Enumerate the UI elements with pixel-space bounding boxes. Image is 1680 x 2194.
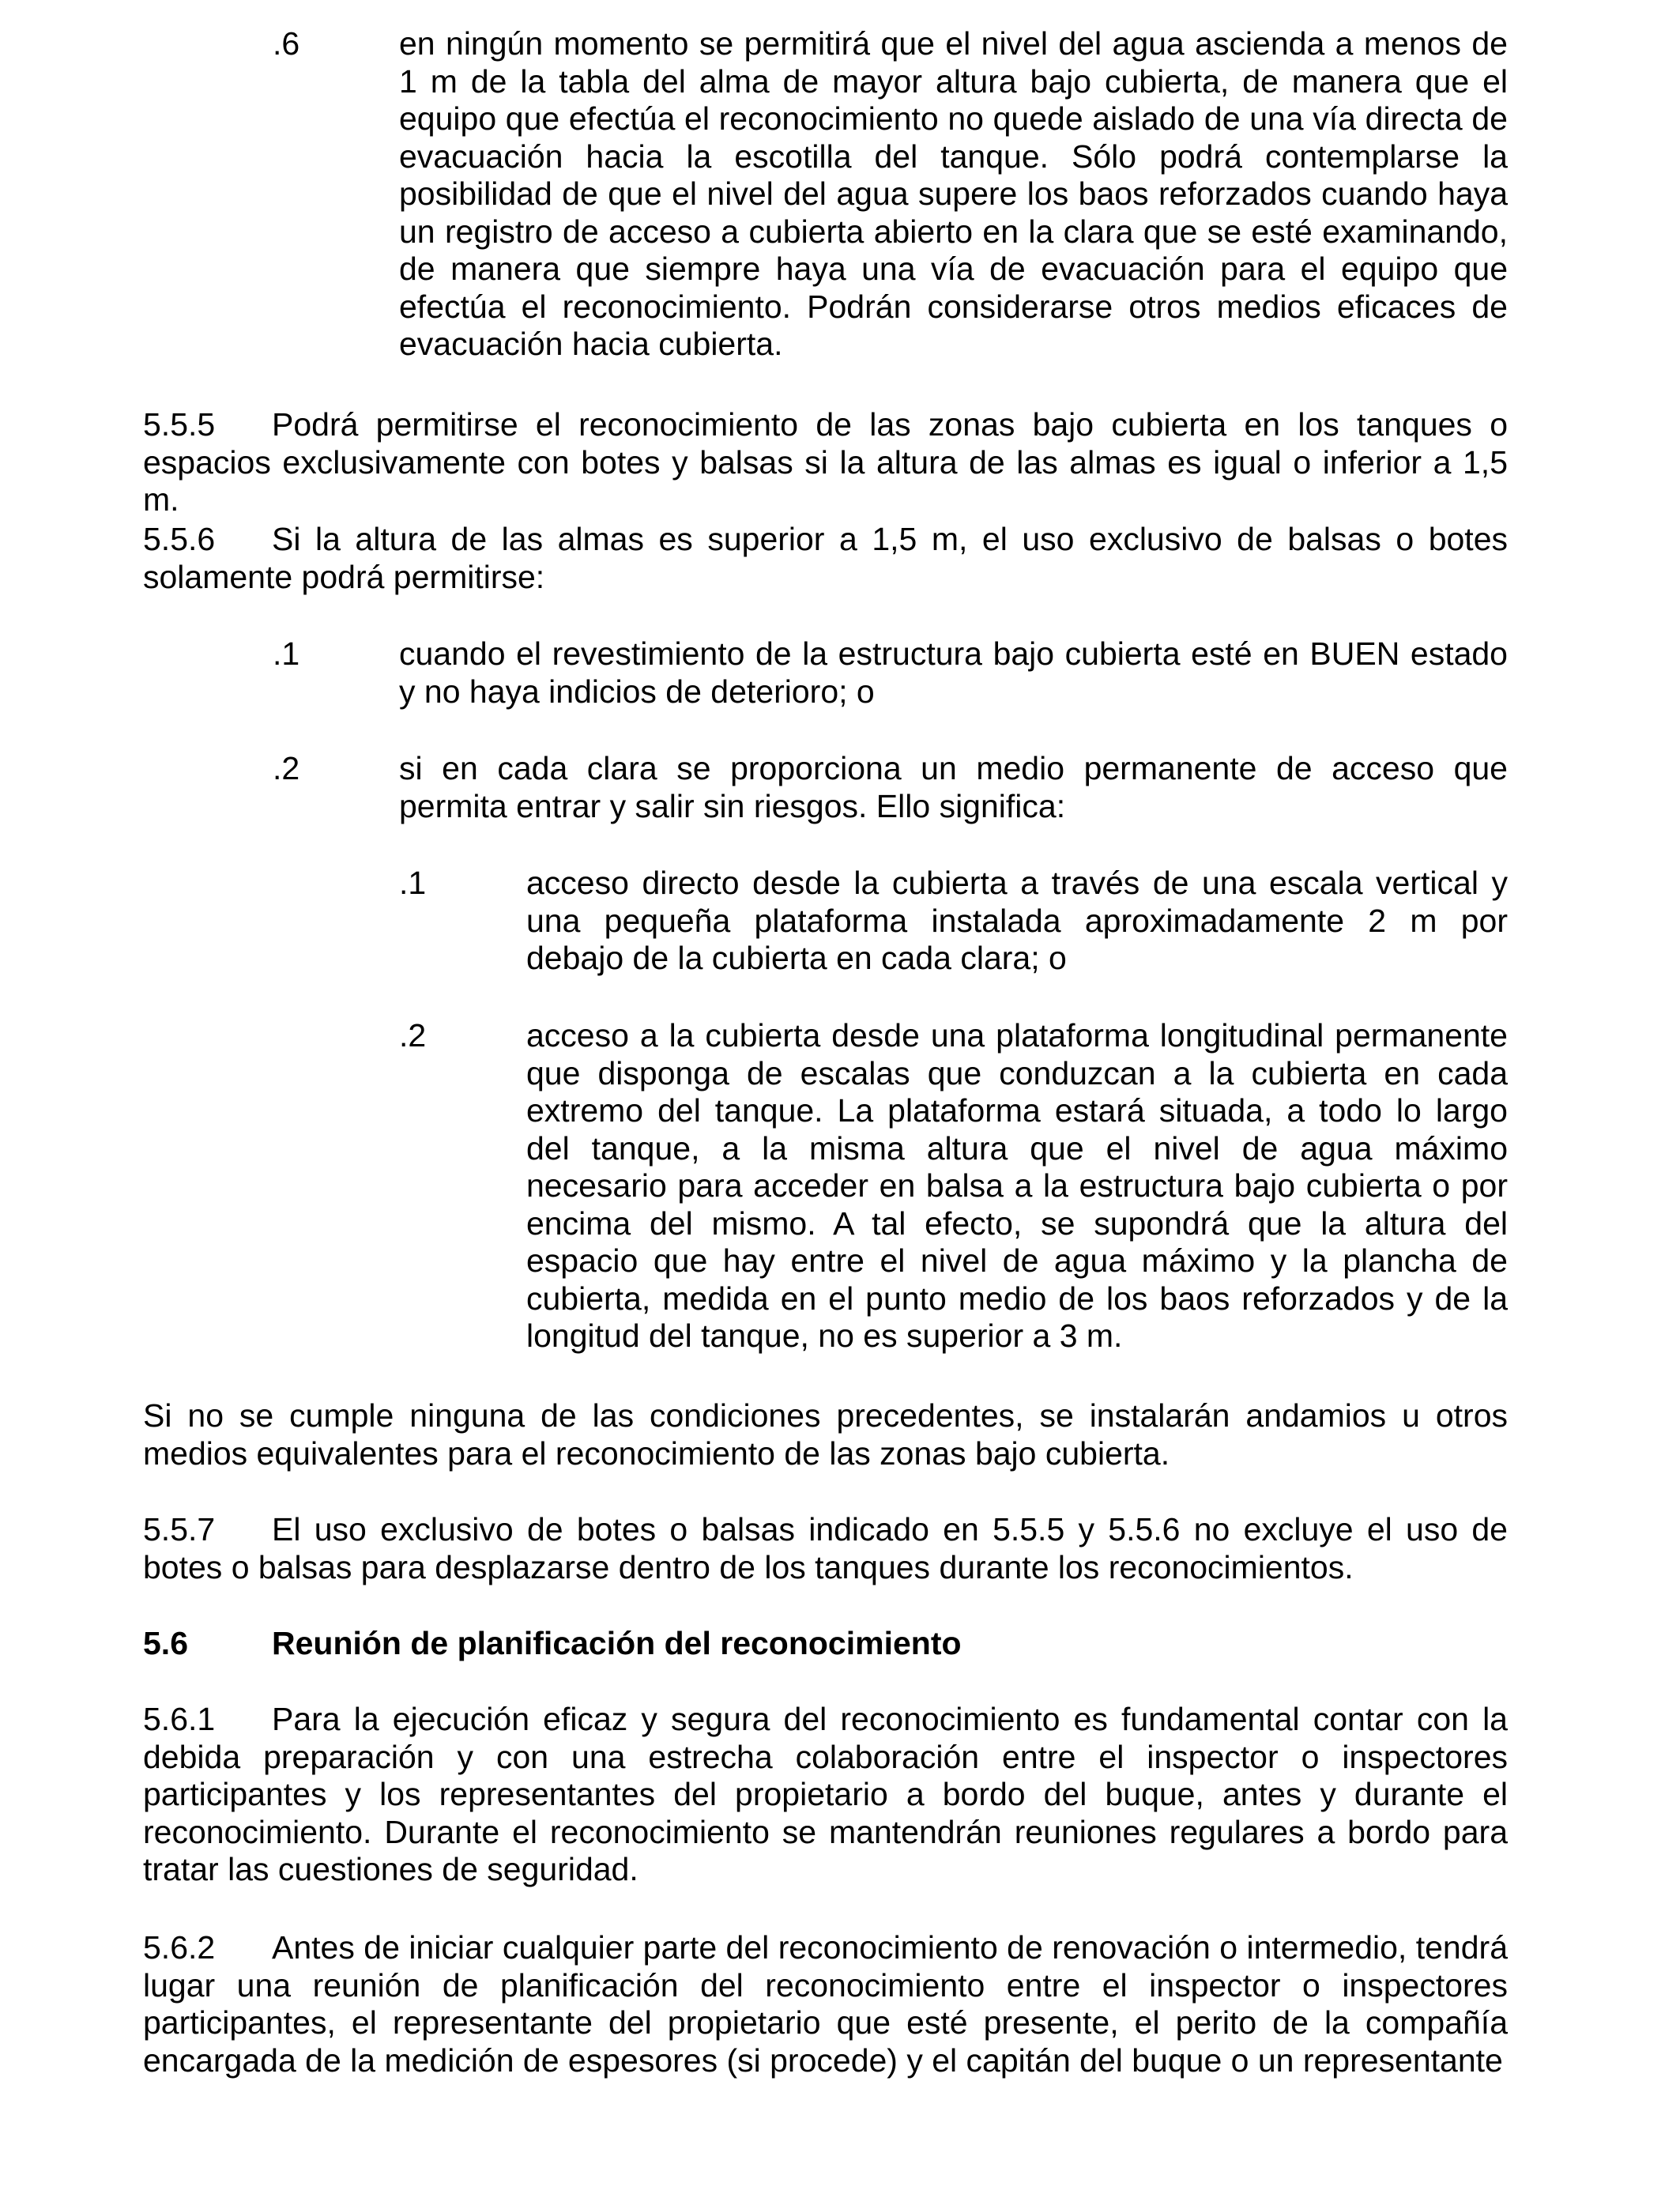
paragraph-5-5-6 bbox=[143, 521, 1508, 596]
paragraph-conditions: Si no se cumple ninguna de las condiciones precedentes, se instalarán andamios u otros medios equivalentes para el reconocimiento de las zonas bajo cubierta. bbox=[143, 1397, 1508, 1472]
paragraph-text: Antes de iniciar cualquier parte del reconocimiento de renovación o intermedio, tendrá lugar una reunión de planificación del reconocimiento entre el inspector o inspectores participantes, el representante del propietario que esté presente, el perito de la compañía encargada de la medición de espesores (si procede) y el capitán del buque o un representante bbox=[143, 1929, 1508, 2079]
subitem-number: .2 bbox=[399, 1017, 427, 1054]
paragraph-5-5-7 bbox=[143, 1511, 1508, 1586]
section-heading-5-6 bbox=[143, 1625, 1508, 1663]
paragraph-number: 5.5.5 bbox=[143, 406, 216, 443]
paragraph-text: El uso exclusivo de botes o balsas indicado en 5.5.5 y 5.5.6 no excluye el uso de botes o balsas para desplazarse dentro de los tanques durante los reconocimientos. bbox=[143, 1511, 1508, 1585]
paragraph-number: 5.6.2 bbox=[143, 1929, 216, 1966]
item-text: si en cada clara se proporciona un medio permanente de acceso que permita entrar y salir sin riesgos. Ello significa: bbox=[399, 750, 1508, 824]
section-number: 5.6 bbox=[143, 1625, 188, 1661]
paragraph-5-6-2 bbox=[143, 1929, 1508, 2079]
item-number: .2 bbox=[273, 750, 300, 786]
subitem-number: .1 bbox=[399, 865, 427, 901]
item-number: .6 bbox=[273, 25, 300, 62]
item-text: en ningún momento se permitirá que el nivel del agua ascienda a menos de 1 m de la tabla del alma de mayor altura bajo cubierta, de manera que el equipo que efectúa el reconocimiento no quede aislado de una vía directa de evacuación hacia la escotilla del tanque. Sólo podrá contemplarse la posibilidad de que el nivel del agua supere los baos reforzados cuando haya un registro de acceso a cubierta abierto en la clara que se esté examinando, de manera que siempre haya una vía de evacuación para el equipo que efectúa el reconocimiento. Podrán considerarse otros medios eficaces de evacuación hacia cubierta. bbox=[399, 25, 1508, 362]
item-number: .1 bbox=[273, 635, 300, 672]
paragraph-number: 5.5.6 bbox=[143, 521, 216, 557]
subitem-text: acceso directo desde la cubierta a través de una escala vertical y una pequeña plataforma instalada aproximadamente 2 m por debajo de la cubierta en cada clara; o bbox=[526, 865, 1508, 976]
paragraph-number: 5.5.7 bbox=[143, 1511, 216, 1547]
paragraph-text: Podrá permitirse el reconocimiento de las zonas bajo cubierta en los tanques o espacios exclusivamente con botes y balsas si la altura de las almas es igual o inferior a 1,5 m. bbox=[143, 406, 1508, 518]
paragraph-5-6-1 bbox=[143, 1701, 1508, 1889]
paragraph-text: Si la altura de las almas es superior a 1,5 m, el uso exclusivo de balsas o botes solamente podrá permitirse: bbox=[143, 521, 1508, 595]
item-text: cuando el revestimiento de la estructura bajo cubierta esté en BUEN estado y no haya indicios de deterioro; o bbox=[399, 635, 1508, 710]
paragraph-5-5-5 bbox=[143, 406, 1508, 519]
section-title: Reunión de planificación del reconocimiento bbox=[272, 1625, 962, 1661]
subitem-text: acceso a la cubierta desde una plataforma longitudinal permanente que disponga de escalas que conduzcan a la cubierta en cada extremo del tanque. La plataforma estará situada, a todo lo largo del tanque, a la misma altura que el nivel de agua máximo necesario para acceder en balsa a la estructura bajo cubierta o por encima del mismo. A tal efecto, se supondrá que la altura del espacio que hay entre el nivel de agua máximo y la plancha de cubierta, medida en el punto medio de los baos reforzados y de la longitud del tanque, no es superior a 3 m. bbox=[526, 1017, 1508, 1354]
paragraph-text: Para la ejecución eficaz y segura del reconocimiento es fundamental contar con la debida preparación y con una estrecha colaboración entre el inspector o inspectores participantes y los representantes del propietario a bordo del buque, antes y durante el reconocimiento. Durante el reconocimiento se mantendrán reuniones regulares a bordo para tratar las cuestiones de seguridad. bbox=[143, 1701, 1508, 1887]
paragraph-number: 5.6.1 bbox=[143, 1701, 216, 1737]
